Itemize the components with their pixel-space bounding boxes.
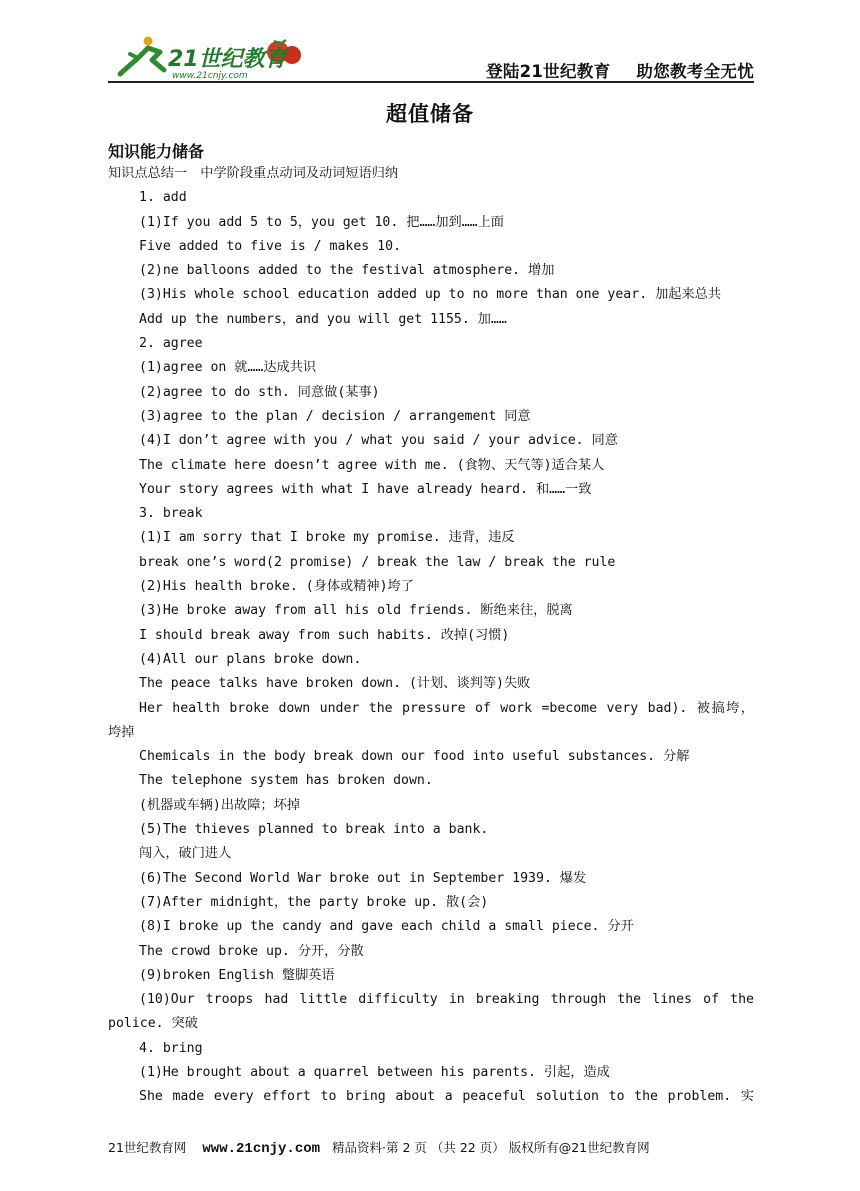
text-line: Five added to five is / makes 10. <box>139 238 402 254</box>
text-line: 4. bring <box>139 1040 203 1056</box>
text-line: police. 突破 <box>108 1016 198 1032</box>
text-line: (8)I broke up the candy and gave each child a small piece. 分开 <box>139 919 634 935</box>
text-line: (6)The Second World War broke out in September 1939. 爆发 <box>139 870 587 886</box>
text-line: 1. add <box>139 190 187 206</box>
text-line: Chemicals in the body break down our food into useful substances. 分解 <box>139 749 690 765</box>
svg-text:21世纪教育: 21世纪教育 <box>168 47 287 72</box>
text-line: Add up the numbers，and you will get 1155. 加…… <box>139 311 507 327</box>
text-line: (4)I don’t agree with you / what you said / your advice. 同意 <box>139 433 618 449</box>
text-line: 2. agree <box>139 336 203 352</box>
text-line: (1)agree on 就……达成共识 <box>139 360 317 376</box>
footer-page-info: 精品资料·第 2 页 （共 22 页） 版权所有@21世纪教育网 <box>332 1140 650 1155</box>
text-line: The peace talks have broken down. (计划、谈判等)失败 <box>139 676 531 692</box>
text-line: (5)The thieves planned to break into a bank. <box>139 822 489 838</box>
text-line: The crowd broke up. 分开，分散 <box>139 943 364 959</box>
logo <box>108 34 308 80</box>
text-line: 闯入，破门进人 <box>139 846 232 862</box>
document-body <box>108 162 754 1110</box>
text-line: (10)Our troops had little difficulty in breaking through the lines of the <box>139 992 754 1008</box>
text-line: (1)If you add 5 to 5，you get 10. 把……加到……上面 <box>139 214 504 230</box>
text-line: (3)agree to the plan / decision / arrangement 同意 <box>139 408 531 424</box>
text-line: 3. break <box>139 506 203 522</box>
text-line: (1)I am sorry that I broke my promise. 违背，违反 <box>139 530 515 546</box>
text-line: break one’s word(2 promise) / break the law / break the rule <box>139 554 616 570</box>
header-slogan <box>486 58 754 82</box>
text-line: The climate here doesn’t agree with me. (食物、天气等)适合某人 <box>139 457 605 473</box>
page-title: 超值储备 <box>386 102 474 126</box>
text-line: (1)He brought about a quarrel between his parents. 引起，造成 <box>139 1064 610 1080</box>
text-line: (机器或车辆)出故障；坏掉 <box>139 797 300 813</box>
section-heading: 知识能力储备 <box>108 142 205 161</box>
text-line: (2)agree to do sth. 同意做(某事) <box>139 384 380 400</box>
text-line: (3)His whole school education added up to no more than one year. 加起来总共 <box>139 287 722 303</box>
text-line: I should break away from such habits. 改掉(习惯) <box>139 627 510 643</box>
text-line: The telephone system has broken down. <box>139 773 433 789</box>
slogan-left: 登陆21世纪教育 <box>486 62 611 81</box>
slogan-right: 助您教考全无忧 <box>636 62 754 81</box>
text-line: (3)He broke away from all his old friends. 断绝来往，脱离 <box>139 603 573 619</box>
header-divider <box>108 81 754 83</box>
text-line: (2)ne balloons added to the festival atmosphere. 增加 <box>139 263 555 279</box>
svg-text:www.21cnjy.com: www.21cnjy.com <box>172 71 248 80</box>
page-footer <box>108 1138 754 1157</box>
running-person-icon <box>120 37 164 75</box>
footer-site-link[interactable]: www.21cnjy.com <box>202 1141 321 1157</box>
text-line: (4)All our plans broke down. <box>139 651 362 667</box>
text-line: She made every effort to bring about a peaceful solution to the problem. 实 <box>139 1089 754 1105</box>
footer-brand: 21世纪教育网 <box>108 1140 187 1155</box>
page-header <box>108 34 754 84</box>
text-line: (2)His health broke. (身体或精神)垮了 <box>139 579 414 595</box>
text-line: 垮掉 <box>108 724 135 740</box>
text-line: Your story agrees with what I have already heard. 和……一致 <box>139 481 592 497</box>
text-line: Her health broke down under the pressure of work =become very bad). 被搞垮， <box>139 700 754 716</box>
text-line: 知识点总结一 中学阶段重点动词及动词短语归纳 <box>108 166 399 181</box>
text-line: (7)After midnight，the party broke up. 散(会) <box>139 894 489 910</box>
text-line: (9)broken English 蹩脚英语 <box>139 967 335 983</box>
